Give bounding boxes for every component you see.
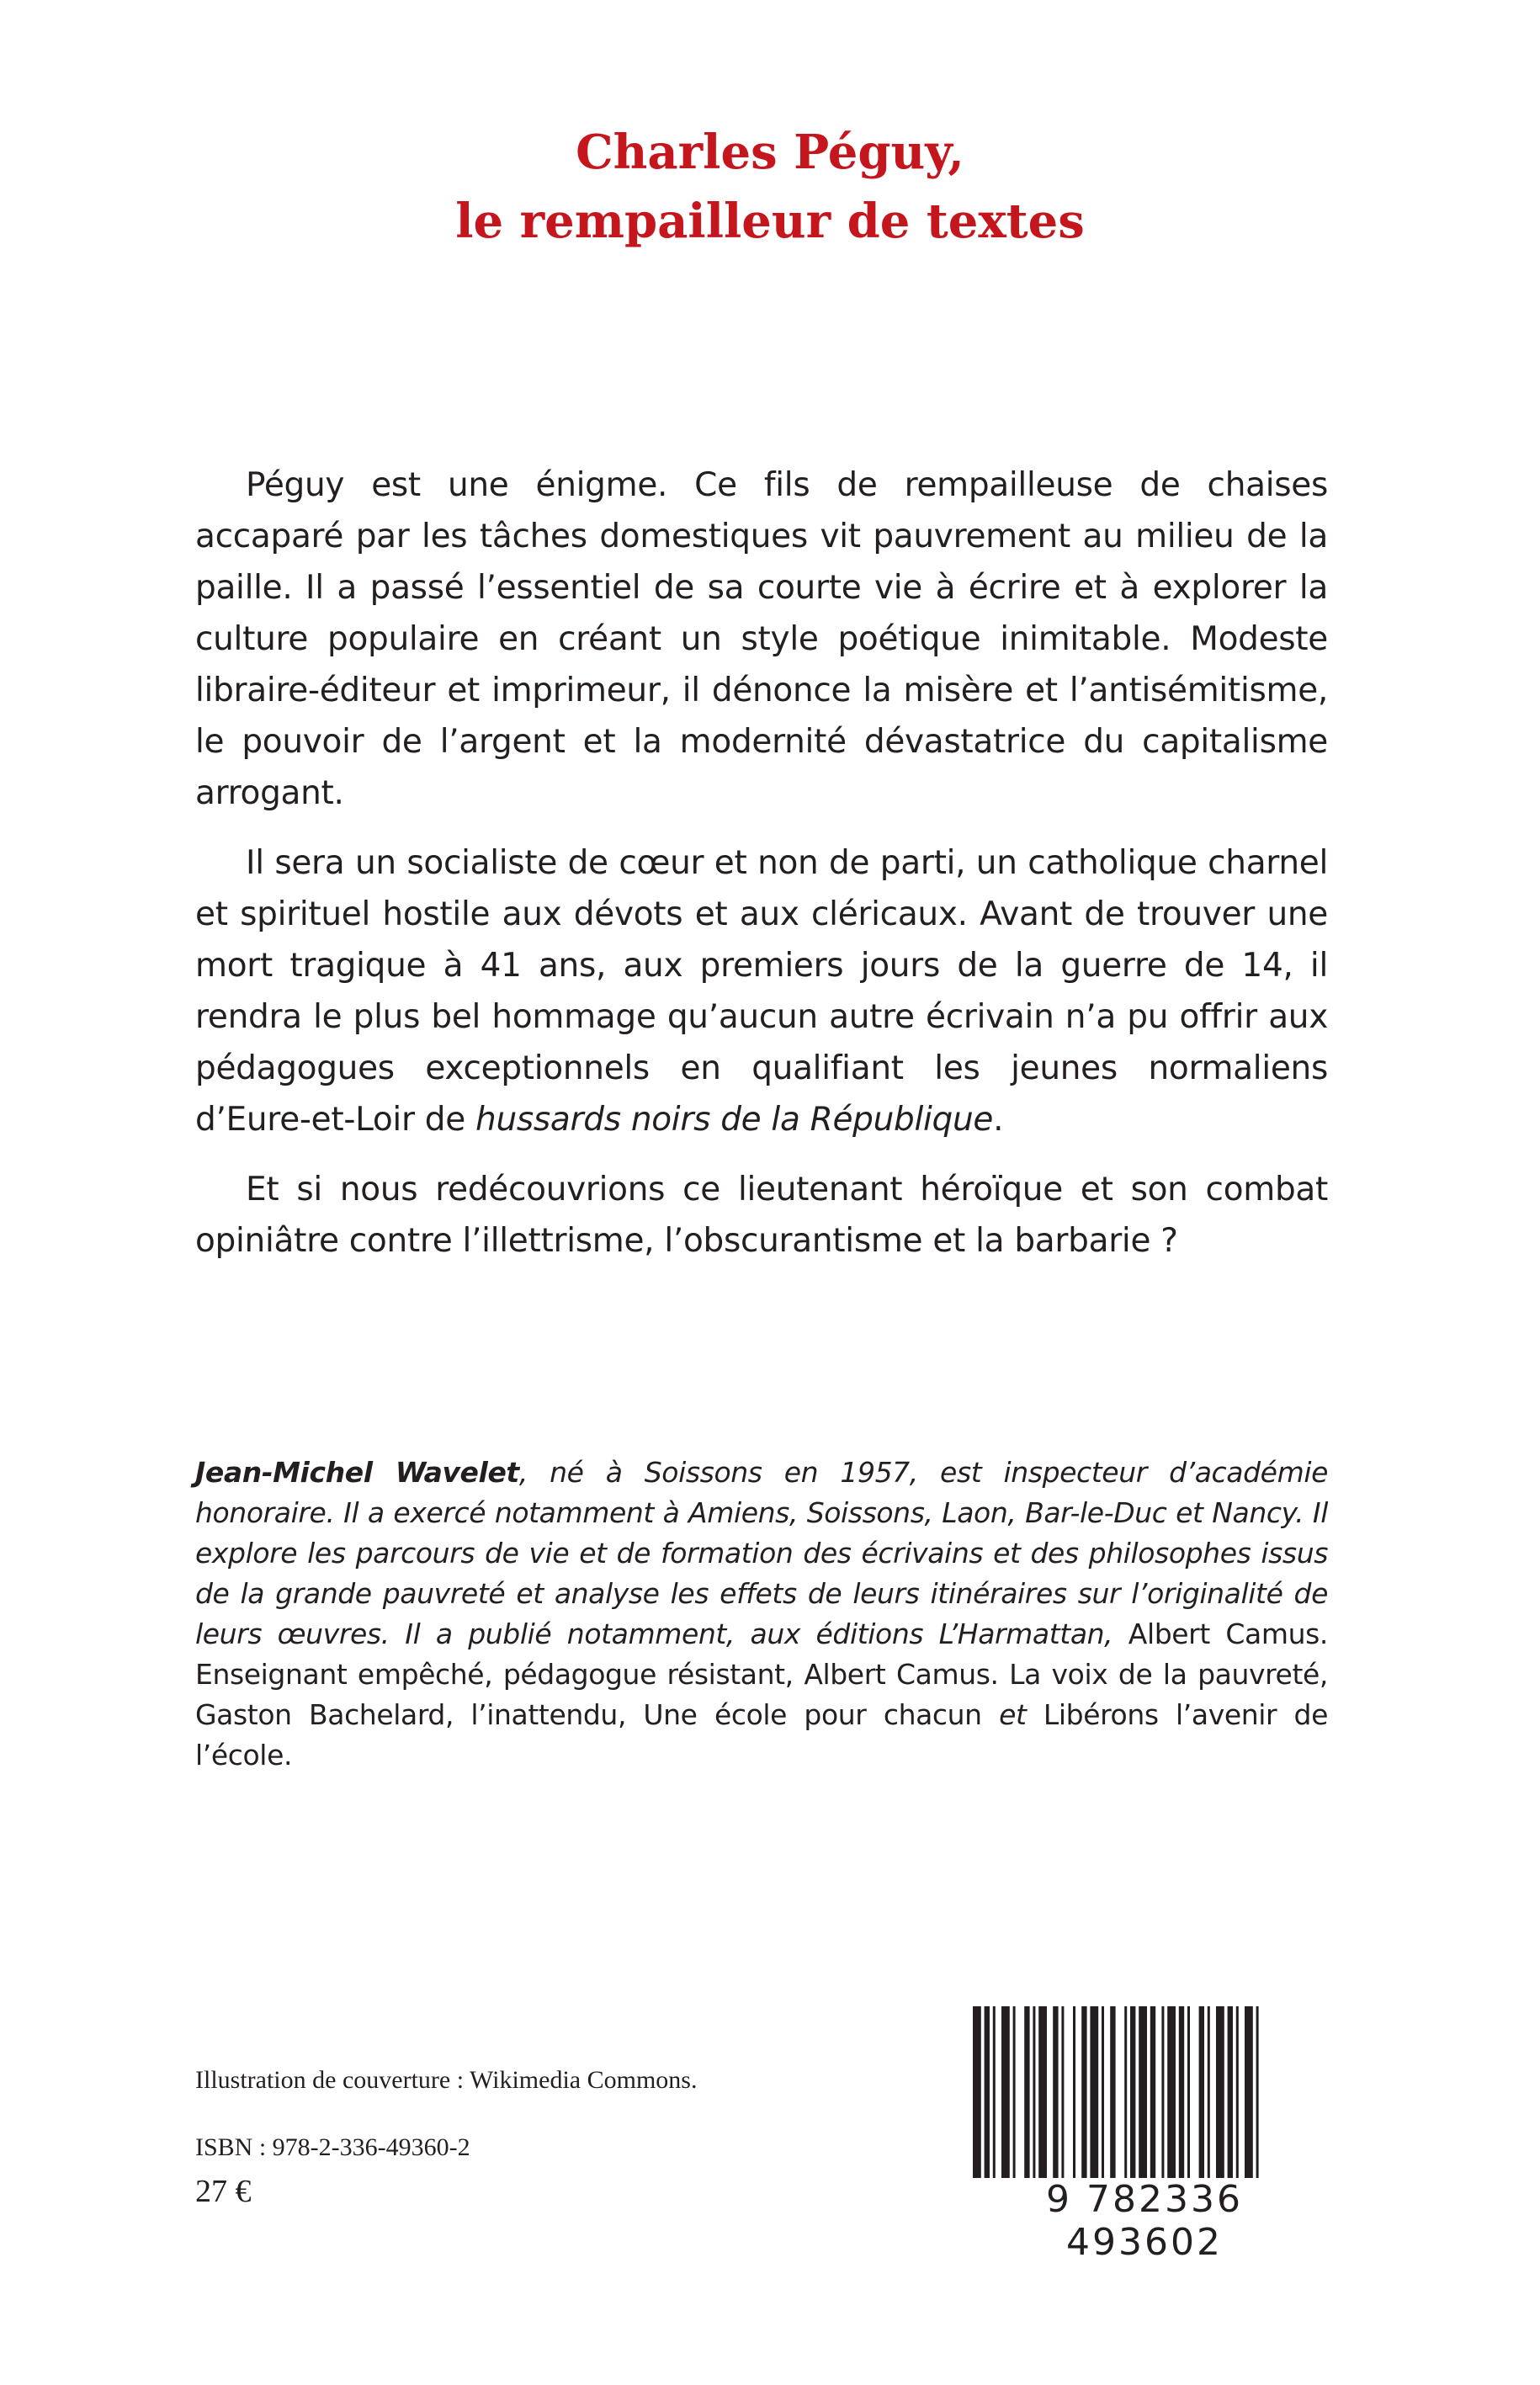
back-cover-blurb <box>195 459 1328 1285</box>
barcode-bar <box>1130 2006 1135 2193</box>
blurb-paragraph-2-italic: hussards noirs de la République <box>475 1101 994 1139</box>
bio-books: Albert Camus. Enseignant empêché, pédagogue résistant, Albert Camus. La voix de la pauvreté, Gaston Bachelard, l’inattendu, Une école pour chacun <box>195 1617 1328 1731</box>
barcode-bar <box>993 2006 996 2193</box>
bio-last-book: Libérons l’avenir de l’école. <box>195 1698 1328 1771</box>
barcode-bar <box>1038 2006 1047 2193</box>
barcode-bar <box>1167 2006 1176 2193</box>
blurb-paragraph-2-end: . <box>993 1101 1004 1139</box>
price: 27 € <box>195 2174 252 2209</box>
barcode-bar <box>1187 2006 1190 2193</box>
barcode-bar <box>1228 2006 1233 2193</box>
barcode-bar <box>1013 2006 1016 2193</box>
barcode-bar <box>1199 2006 1204 2193</box>
illustration-credit: Illustration de couverture : Wikimedia Commons. <box>195 2066 698 2094</box>
blurb-paragraph-3: Et si nous redécouvrions ce lieutenant héroïque et son combat opiniâtre contre l’illettrisme, l’obscurantisme et la barbarie ? <box>195 1171 1328 1260</box>
bio-intro: , né à Soissons en 1957, est inspecteur d’académie honoraire. Il a exercé notamment à Amiens, Soissons, Laon, Bar-le-Duc et Nancy. Il explore les parcours de vie et de formation des écrivains et des philosophes issus de la grande pauvreté et analyse les effets de leurs itinéraires sur l’originalité de leurs œuvres. Il a publié notamment, aux éditions L’Harmattan, <box>195 1456 1328 1650</box>
barcode-bar <box>1033 2006 1035 2193</box>
author-name: Jean-Michel Wavelet <box>195 1456 519 1489</box>
bio-conjunction: et <box>999 1698 1027 1731</box>
barcode-digits: 9 782336 493602 <box>961 2178 1328 2264</box>
book-title <box>0 118 1540 256</box>
blurb-paragraph-2 <box>195 837 1328 1145</box>
barcode-bar <box>1090 2006 1098 2193</box>
barcode-bar <box>1208 2006 1210 2193</box>
barcode-bar <box>1073 2006 1075 2193</box>
blurb-paragraph-2-text: Il sera un socialiste de cœur et non de parti, un catholique charnel et spirituel hostile aux dévots et aux cléricaux. Avant de trouver une mort tragique à 41 ans, aux premiers jours de la guerre de 14, il rendra le plus bel hommage qu’aucun autre écrivain n’a pu offrir aux pédagogues exceptionnels en qualifiant les jeunes normaliens d’Eure-et-Loir de <box>195 844 1328 1139</box>
barcode-bar <box>1024 2006 1029 2193</box>
barcode-bar <box>1001 2006 1010 2193</box>
barcode-bar <box>1053 2006 1058 2193</box>
title-line-2: le rempailleur de textes <box>455 194 1085 249</box>
barcode-bar <box>1139 2006 1147 2193</box>
blurb-paragraph-1: Péguy est une énigme. Ce fils de rempailleuse de chaises accaparé par les tâches domestiques vit pauvrement au milieu de la paille. Il a passé l’essentiel de sa courte vie à écrire et à explorer la culture populaire en créant un style poétique inimitable. Modeste libraire-éditeur et imprimeur, il dénonce la misère et l’antisémitisme, le pouvoir de l’argent et la modernité dévastatrice du capitalisme arrogant. <box>195 466 1328 812</box>
barcode-bar <box>1102 2006 1104 2193</box>
barcode-bar <box>1161 2006 1164 2193</box>
barcode-bar <box>1061 2006 1064 2193</box>
barcode-bar <box>1081 2006 1086 2193</box>
barcode-bar <box>1110 2006 1115 2193</box>
barcode-bar <box>1216 2006 1224 2193</box>
barcode-bar <box>1236 2006 1239 2193</box>
author-bio <box>195 1453 1328 1776</box>
isbn: ISBN : 978-2-336-49360-2 <box>195 2133 470 2161</box>
barcode-bar <box>1150 2006 1155 2193</box>
barcode-bar <box>1179 2006 1184 2193</box>
title-line-1: Charles Péguy, <box>576 125 964 180</box>
